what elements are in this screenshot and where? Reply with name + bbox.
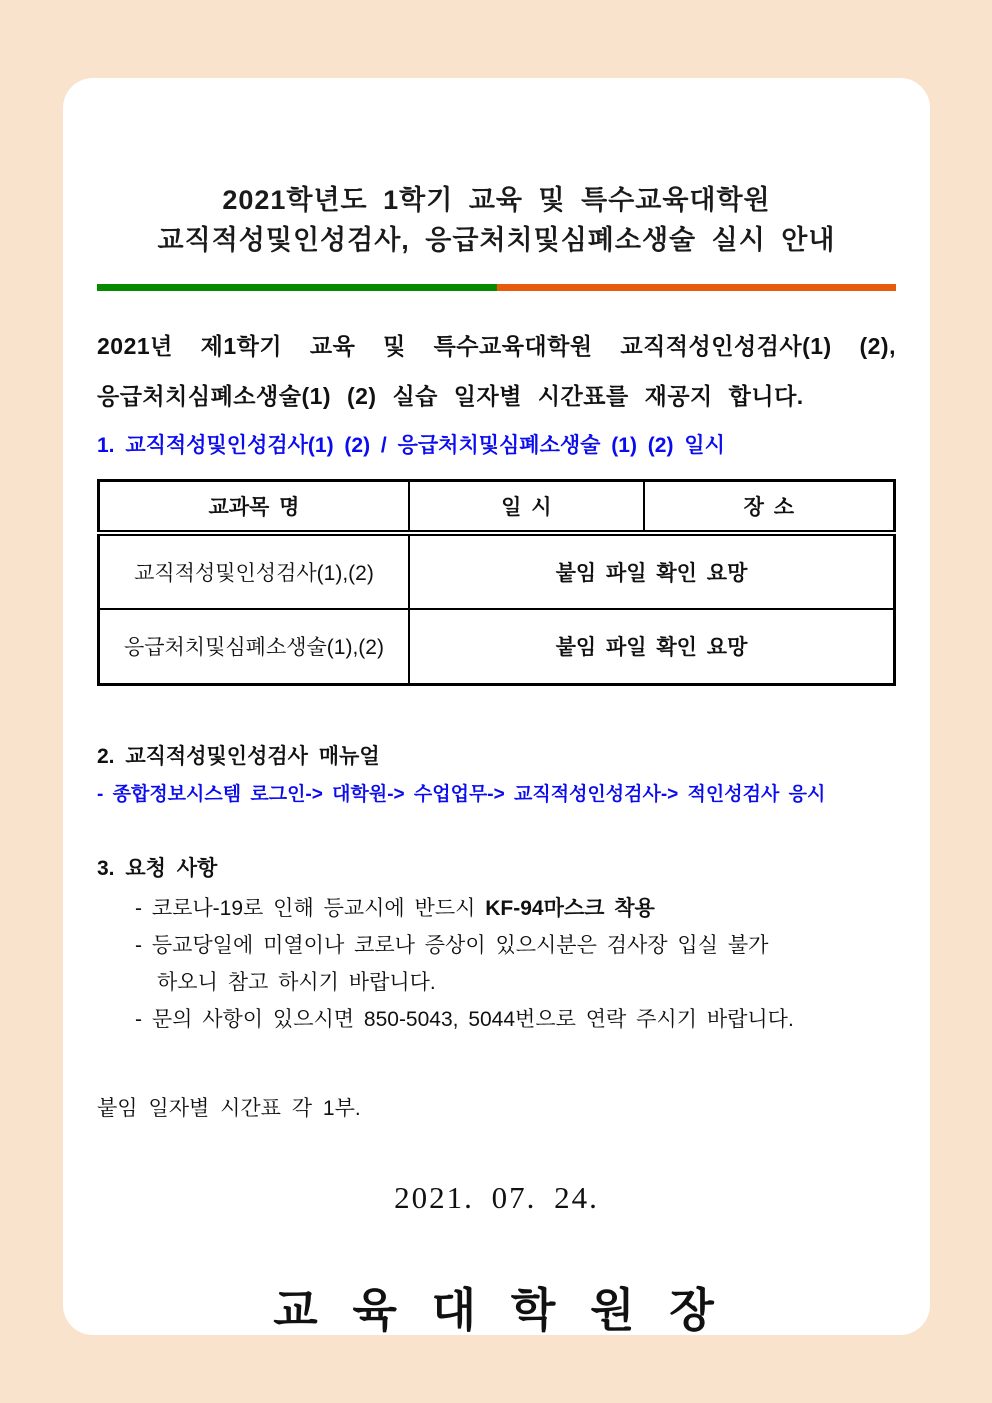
divider-green-segment <box>97 284 497 291</box>
intro-line-2: 응급처치심폐소생술(1) (2) 실습 일자별 시간표를 재공지 합니다. <box>97 383 804 409</box>
table-cell-subject-1: 교직적성및인성검사(1),(2) <box>99 533 409 609</box>
notice-title <box>97 78 896 260</box>
request-item-2-continuation: 하오니 참고 하시기 바랍니다. <box>157 971 436 994</box>
request-list <box>135 890 896 1038</box>
request-item-1-emphasis: KF-94마스크 착용 <box>485 897 655 920</box>
divider-orange-segment <box>497 284 897 291</box>
signature-title: 교 육 대 학 원 장 <box>273 1284 720 1335</box>
notice-card <box>63 78 930 1335</box>
section3-heading: 3. 요청 사항 <box>97 857 218 880</box>
schedule-table <box>97 479 896 686</box>
notice-title-line-1: 2021학년도 1학기 교육 및 특수교육대학원 <box>222 185 771 215</box>
table-cell-subject-2: 응급처치및심폐소생술(1),(2) <box>99 609 409 685</box>
table-header-row <box>99 481 895 533</box>
section2-heading: 2. 교직적성및인성검사 매뉴얼 <box>97 745 380 768</box>
intro-paragraph <box>97 321 896 421</box>
table-cell-value-2: 붙임 파일 확인 요망 <box>409 609 895 685</box>
notice-date: 2021. 07. 24. <box>394 1180 599 1215</box>
divider-bar <box>97 284 896 291</box>
table-cell-value-1: 붙임 파일 확인 요망 <box>409 533 895 609</box>
table-row <box>99 609 895 685</box>
intro-line-1: 2021년 제1학기 교육 및 특수교육대학원 교직적성인성검사(1) (2), <box>97 333 896 359</box>
request-item-2: - 등교당일에 미열이나 코로나 증상이 있으시분은 검사장 입실 불가 <box>135 934 769 957</box>
request-item-3: - 문의 사항이 있으시면 850-5043, 5044번으로 연락 주시기 바랍니다. <box>135 1008 794 1031</box>
request-item-1 <box>135 890 896 927</box>
table-row <box>99 533 895 609</box>
table-header-place: 장 소 <box>644 481 895 533</box>
section2-path-line: - 종합정보시스템 로그인-> 대학원-> 수업업무-> 교직적성인성검사-> 적인성검사 응시 <box>97 784 826 805</box>
table-header-date: 일 시 <box>409 481 644 533</box>
attachment-note: 붙임 일자별 시간표 각 1부. <box>97 1097 361 1120</box>
table-header-subject: 교과목 명 <box>99 481 409 533</box>
section1-heading: 1. 교직적성및인성검사(1) (2) / 응급처치및심폐소생술 (1) (2) 일시 <box>97 434 725 457</box>
notice-title-line-2: 교직적성및인성검사, 응급처치및심폐소생술 실시 안내 <box>157 225 836 255</box>
request-item-1-text: - 코로나-19로 인해 등교시에 반드시 <box>135 897 486 920</box>
